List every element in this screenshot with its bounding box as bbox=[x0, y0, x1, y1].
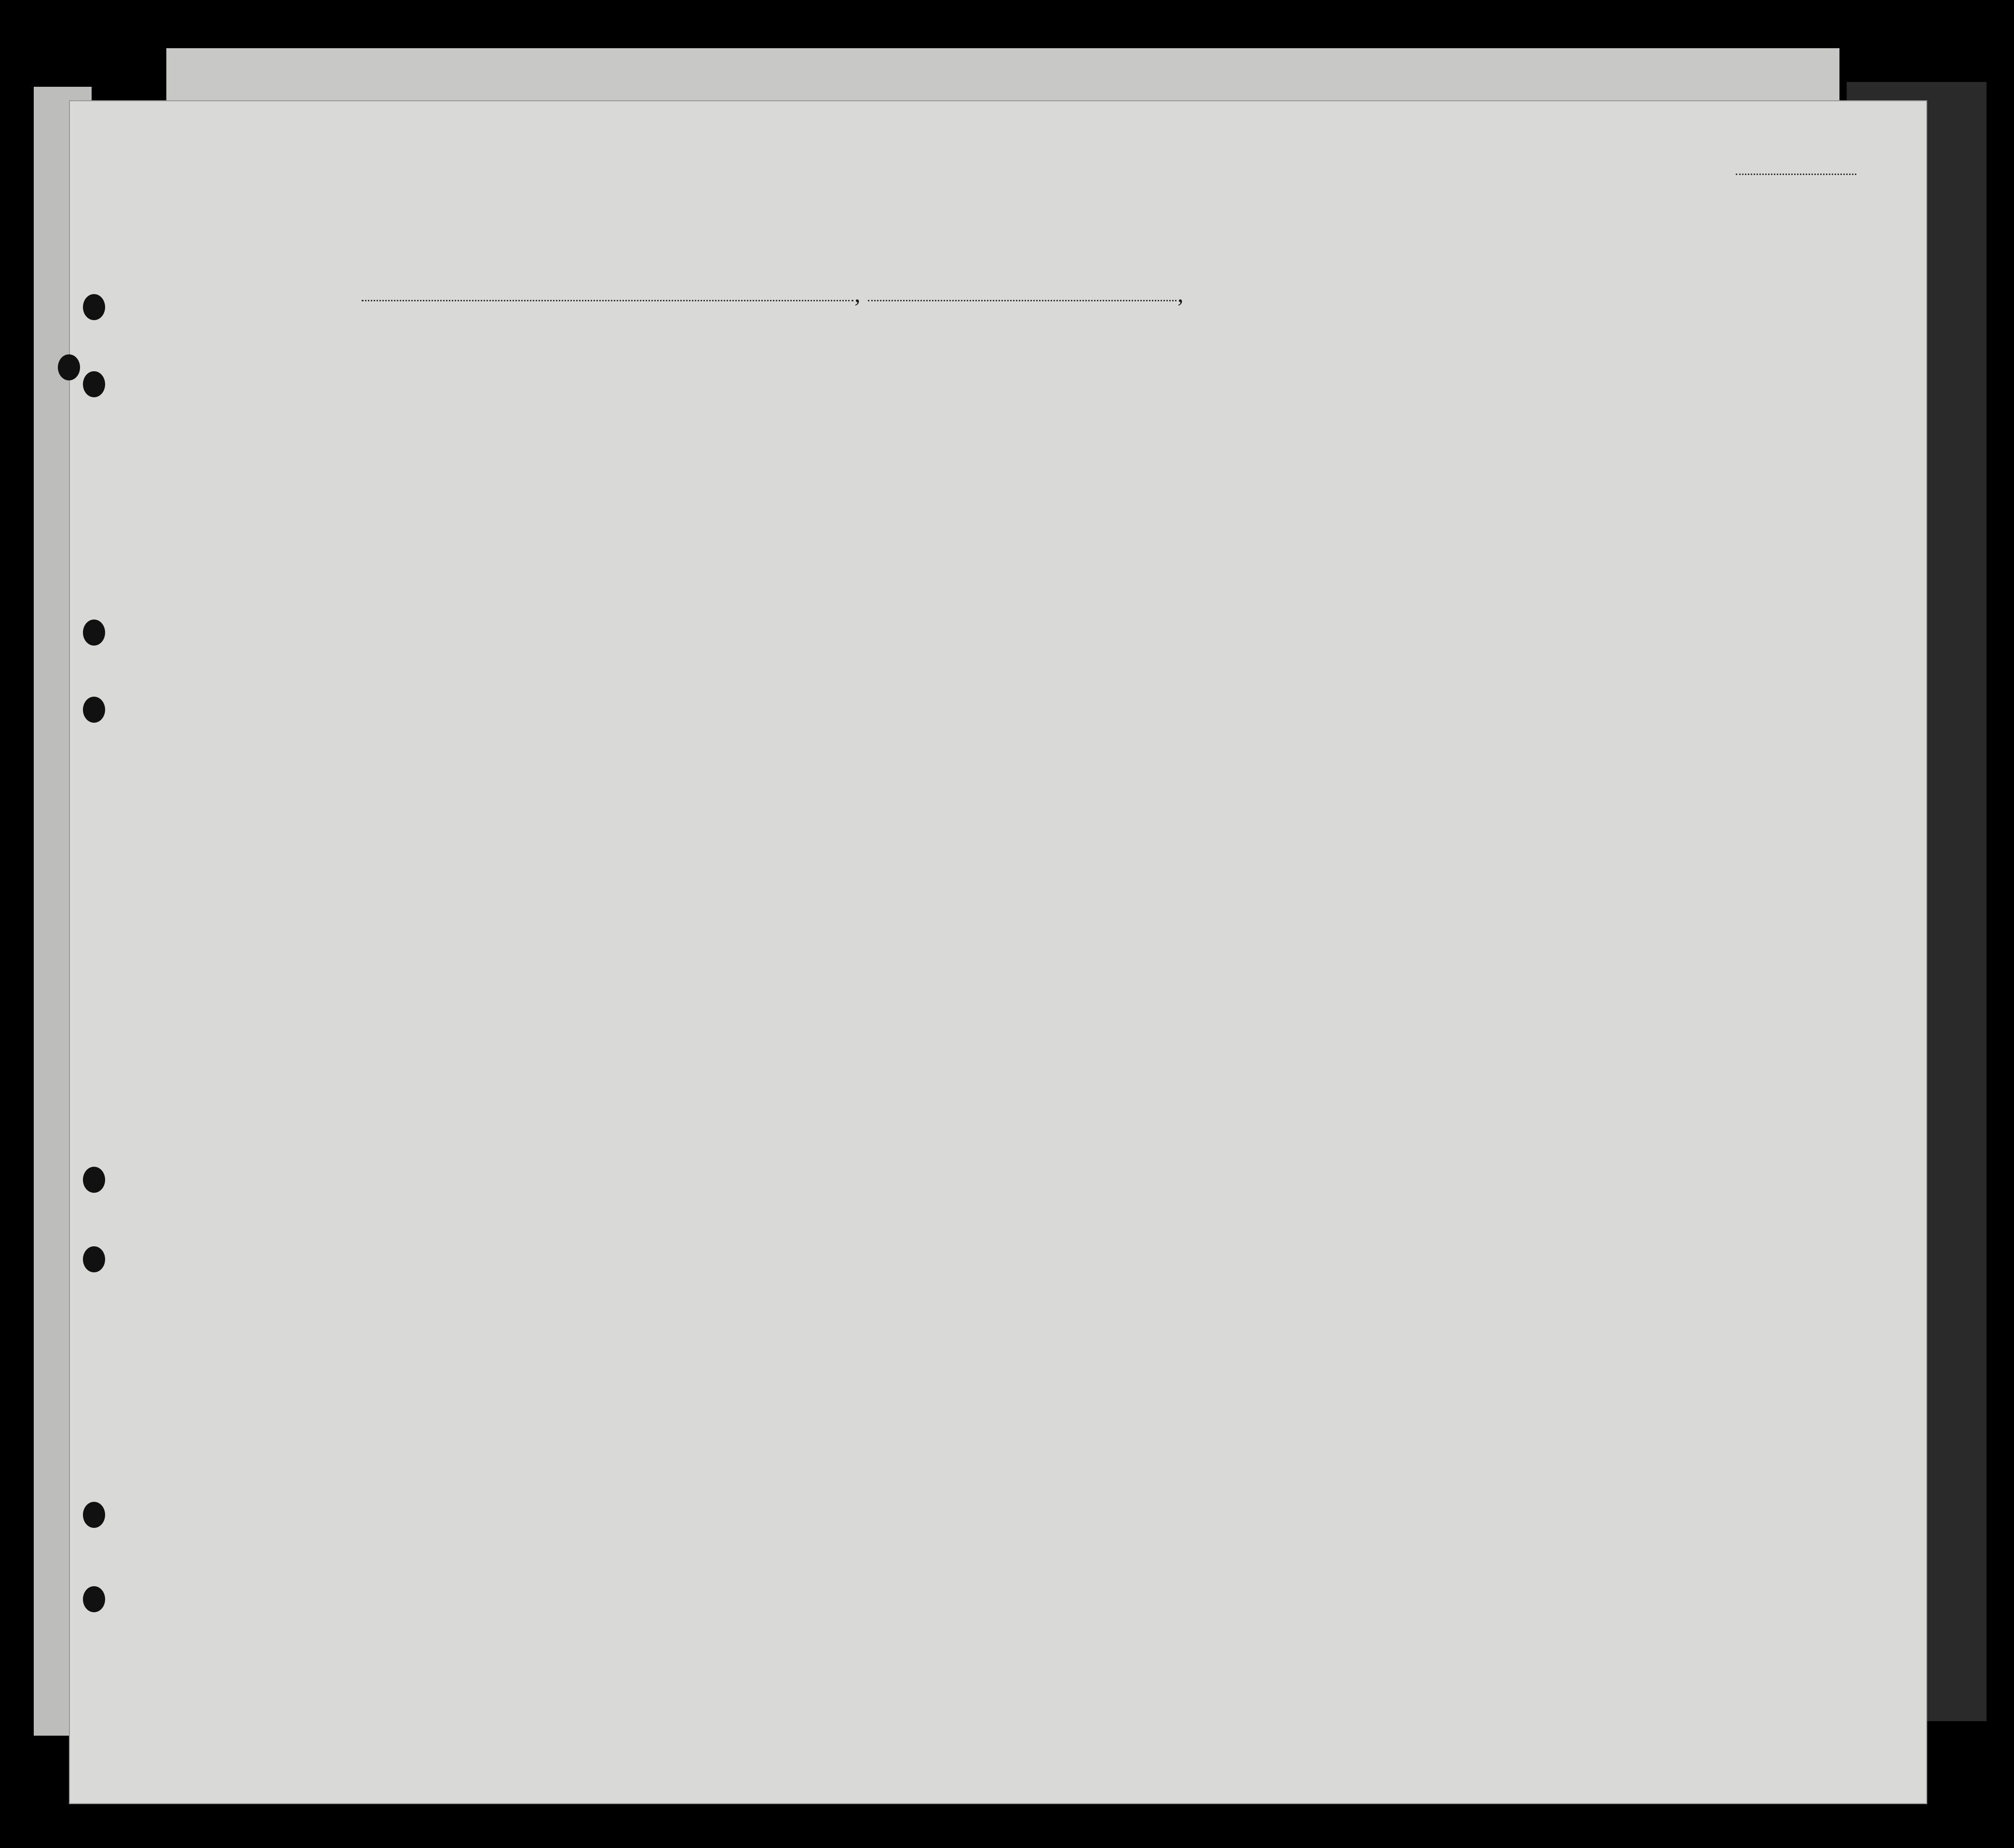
punch-hole bbox=[83, 1246, 105, 1272]
punch-hole bbox=[83, 371, 105, 397]
punch-hole bbox=[83, 697, 105, 723]
punch-hole bbox=[83, 294, 105, 320]
punch-hole bbox=[58, 354, 80, 380]
punch-hole bbox=[83, 1502, 105, 1528]
punch-hole bbox=[83, 1586, 105, 1612]
punch-hole bbox=[83, 1167, 105, 1193]
punch-hole bbox=[83, 620, 105, 646]
